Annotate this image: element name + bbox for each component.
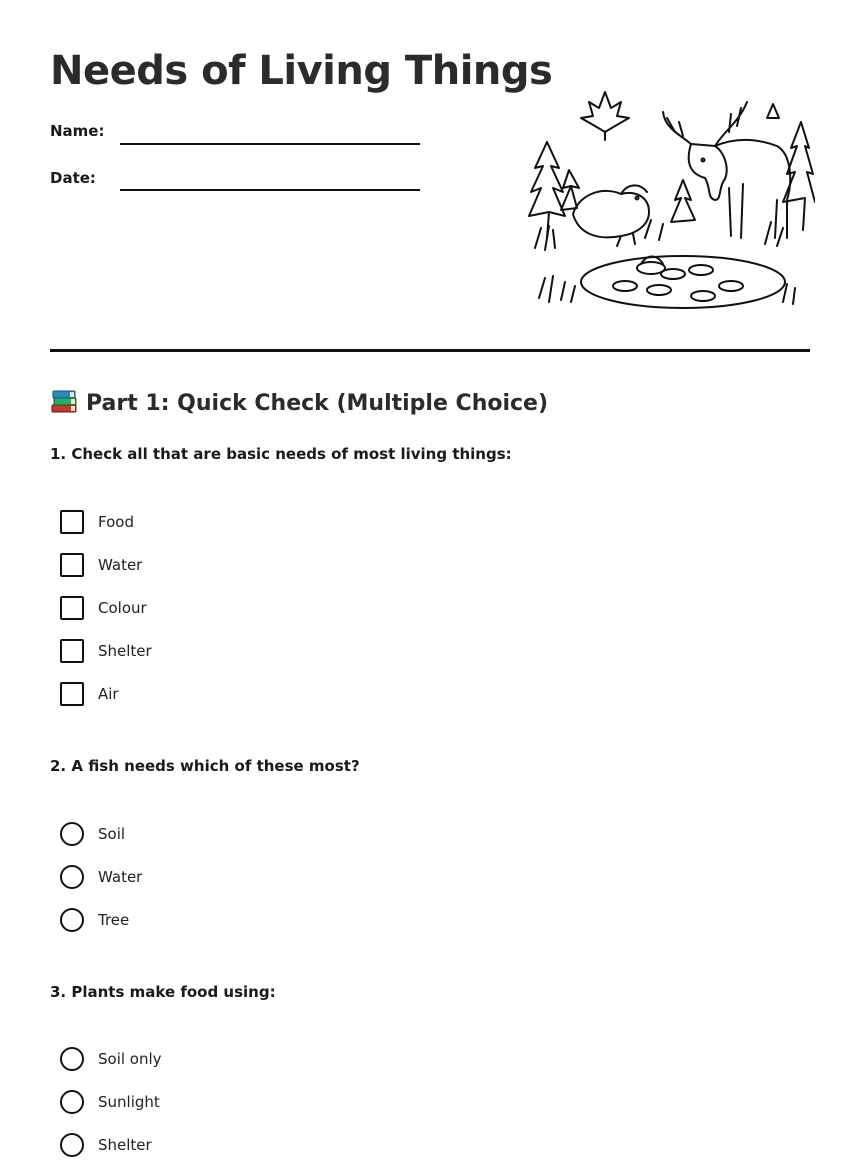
name-label: Name: <box>50 122 105 140</box>
page-title: Needs of Living Things <box>50 48 553 94</box>
checkbox[interactable] <box>60 510 84 534</box>
option-soil-only[interactable] <box>60 1047 162 1071</box>
question-2: 2. A fish needs which of these most? <box>50 757 360 775</box>
option-food[interactable] <box>60 510 134 534</box>
option-label: Water <box>98 868 143 886</box>
option-air[interactable] <box>60 682 119 706</box>
option-shelter[interactable] <box>60 639 152 663</box>
question-3: 3. Plants make food using: <box>50 983 276 1001</box>
option-label: Air <box>98 685 119 703</box>
option-water[interactable] <box>60 553 142 577</box>
option-label: Soil <box>98 825 126 843</box>
question-1: 1. Check all that are basic needs of most living things: <box>50 445 512 463</box>
radio-button[interactable] <box>60 908 84 932</box>
option-label: Colour <box>98 599 147 617</box>
option-water[interactable] <box>60 865 142 889</box>
part1-heading <box>50 388 548 416</box>
option-label: Soil only <box>98 1050 162 1068</box>
checkbox[interactable] <box>60 553 84 577</box>
section-divider <box>50 349 810 352</box>
option-label: Shelter <box>98 642 152 660</box>
radio-button[interactable] <box>60 1090 84 1114</box>
checkbox[interactable] <box>60 682 84 706</box>
option-label: Tree <box>98 911 130 929</box>
option-tree[interactable] <box>60 908 129 932</box>
radio-button[interactable] <box>60 1047 84 1071</box>
radio-button[interactable] <box>60 865 84 889</box>
option-label: Shelter <box>98 1136 152 1154</box>
option-label: Water <box>98 556 143 574</box>
radio-button[interactable] <box>60 1133 84 1157</box>
checkbox[interactable] <box>60 596 84 620</box>
books-icon <box>50 388 78 414</box>
part1-heading-text: Part 1: Quick Check (Multiple Choice) <box>86 391 549 416</box>
date-field[interactable] <box>120 189 420 191</box>
option-label: Food <box>98 513 134 531</box>
date-label: Date: <box>50 169 96 187</box>
option-soil[interactable] <box>60 822 125 846</box>
option-colour[interactable] <box>60 596 147 620</box>
radio-button[interactable] <box>60 822 84 846</box>
option-shelter[interactable] <box>60 1133 152 1157</box>
forest-scene-illustration <box>525 88 815 320</box>
option-label: Sunlight <box>98 1093 160 1111</box>
checkbox[interactable] <box>60 639 84 663</box>
name-field[interactable] <box>120 143 420 145</box>
option-sunlight[interactable] <box>60 1090 160 1114</box>
